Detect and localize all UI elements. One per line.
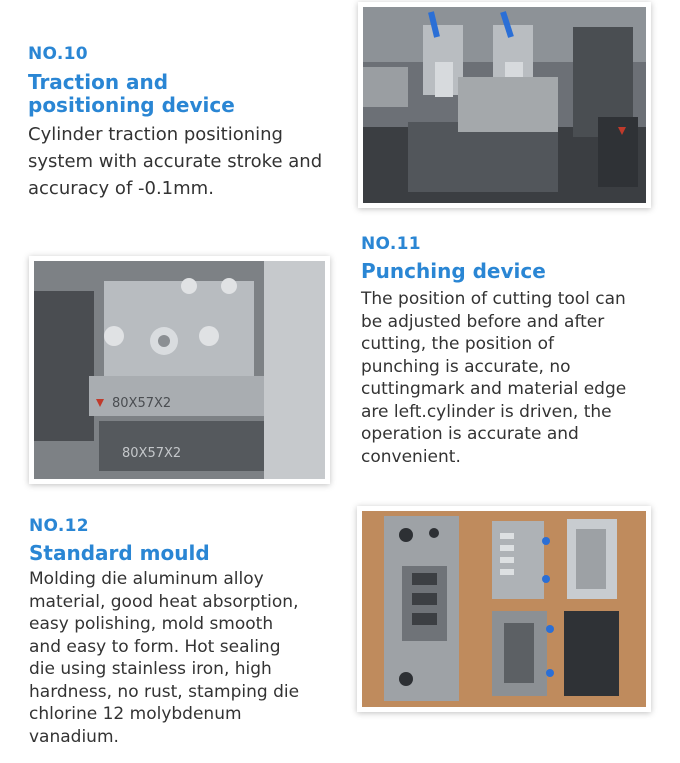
traction-device-photo <box>358 2 651 208</box>
section-description: Molding die aluminum alloy material, good heat absorption, easy polishing, mold smooth and easy to form. Hot sealing die using stainless iron, high hardness, no rust, stamping die chlorine 12 molybdenum vanadium. <box>29 569 300 747</box>
section-mould <box>29 516 349 748</box>
section-traction <box>28 44 343 202</box>
punching-device-photo <box>29 256 330 484</box>
section-description: The position of cutting tool can be adjusted before and after cutting, the position of punching is accurate, no cuttingmark and material edge are left.cylinder is driven, the operation is accurate and convenient. <box>361 289 627 467</box>
section-number: NO.12 <box>29 516 89 536</box>
section-number: NO.11 <box>361 234 421 254</box>
section-title: Standard mould <box>29 541 210 565</box>
section-title: Traction and positioning device <box>28 70 235 117</box>
section-punching <box>361 234 676 468</box>
section-title: Punching device <box>361 259 546 283</box>
section-description: Cylinder traction positioning system with accurate stroke and accuracy of -0.1mm. <box>28 124 323 199</box>
standard-mould-photo <box>357 506 651 712</box>
punch-stamp-top: 80X57X2 <box>112 396 172 411</box>
section-number: NO.10 <box>28 44 88 64</box>
punch-stamp-bottom: 80X57X2 <box>122 446 182 461</box>
